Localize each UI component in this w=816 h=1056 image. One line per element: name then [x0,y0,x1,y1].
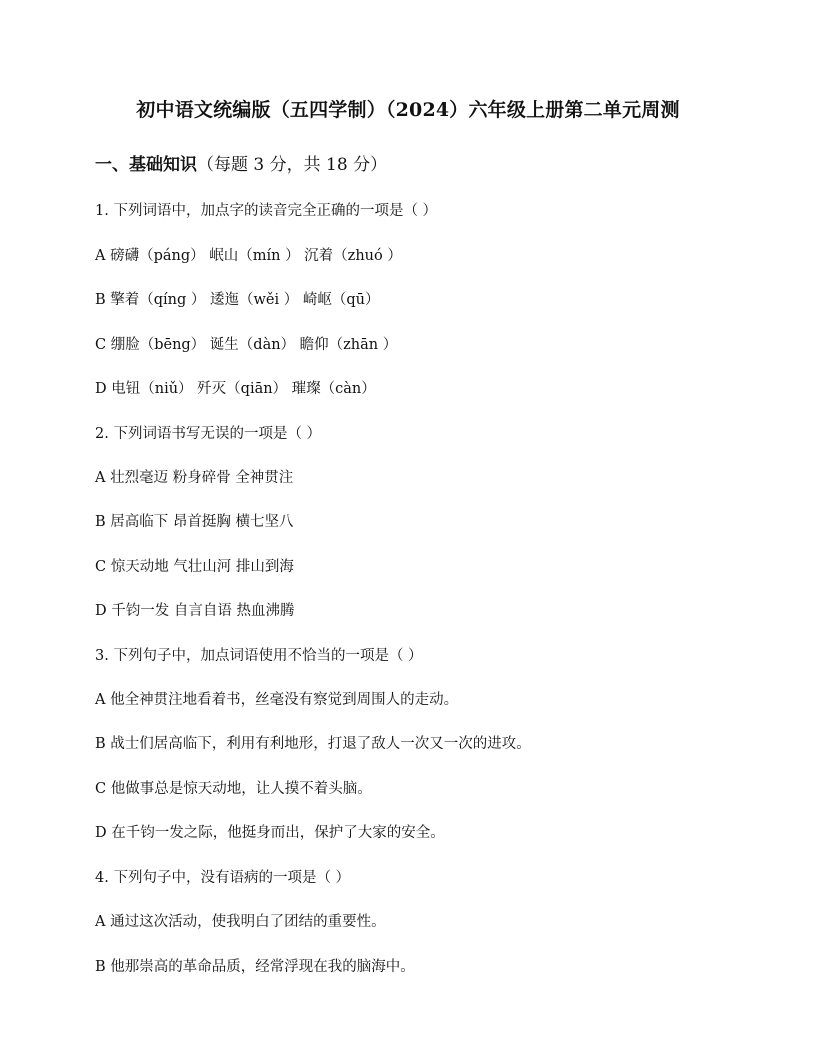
question-1-stem: 1. 下列词语中，加点字的读音完全正确的一项是（ ） [95,203,438,219]
question-2-option-a: A 壮烈毫迈 粉身碎骨 全神贯注 [95,470,294,486]
document-title: 初中语文统编版（五四学制）（2024）六年级上册第二单元周测 [136,99,680,121]
question-3-stem: 3. 下列句子中，加点词语使用不恰当的一项是（ ） [95,648,423,664]
question-3-option-a: A 他全神贯注地看着书，丝毫没有察觉到周围人的走动。 [95,692,459,708]
question-1-option-a: A 磅礴（páng） 岷山（mín ） 沉着（zhuó ） [95,248,402,264]
question-4-option-a: A 通过这次活动，使我明白了团结的重要性。 [95,914,386,930]
question-1-option-b: B 擎着（qíng ） 逶迤（wěi ） 崎岖（qū） [95,292,380,308]
question-3-option-c: C 他做事总是惊天动地，让人摸不着头脑。 [95,781,372,797]
question-2-option-d: D 千钧一发 自言自语 热血沸腾 [95,603,295,619]
question-1-option-c: C 绷脸（bēng） 诞生（dàn） 瞻仰（zhān ） [95,337,398,353]
question-2-stem: 2. 下列词语书写无误的一项是（ ） [95,426,322,442]
question-3-option-b: B 战士们居高临下，利用有利地形，打退了敌人一次又一次的进攻。 [95,736,531,752]
question-3-option-d: D 在千钧一发之际，他挺身而出，保护了大家的安全。 [95,825,445,841]
question-2-option-b: B 居高临下 昂首挺胸 横七坚八 [95,514,294,530]
question-4-option-b: B 他那崇高的革命品质，经常浮现在我的脑海中。 [95,959,415,975]
section-score-note: （每题 3 分，共 18 分） [197,155,388,175]
question-2-option-c: C 惊天动地 气壮山河 排山到海 [95,559,294,575]
question-4-stem: 4. 下列句子中，没有语病的一项是（ ） [95,870,351,886]
section-title: 一、基础知识 [95,155,197,175]
section-heading [95,150,387,175]
question-1-option-d: D 电钮（niǔ） 歼灭（qiān） 璀璨（càn） [95,381,376,397]
